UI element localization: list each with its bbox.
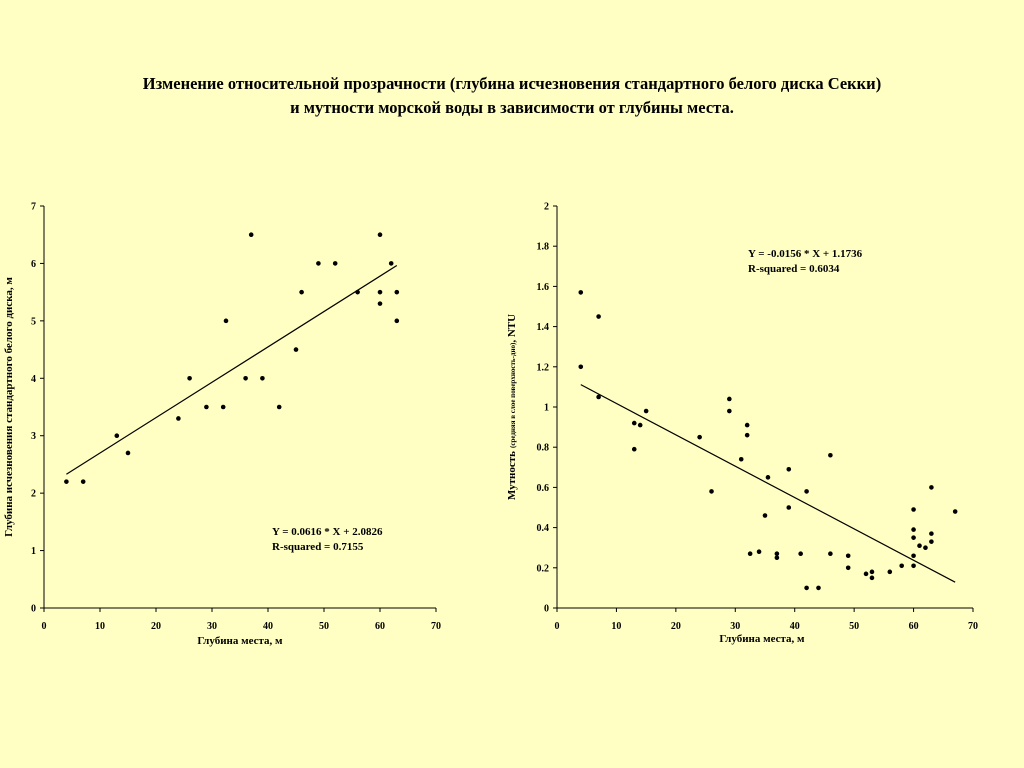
equation-label: Y = -0.0156 * X + 1.1736: [748, 248, 863, 260]
data-point: [911, 527, 916, 532]
y-tick-label: 6: [31, 258, 36, 270]
data-point: [727, 397, 732, 402]
data-point: [757, 549, 762, 554]
y-axis-label: [506, 314, 518, 500]
data-point: [828, 551, 833, 556]
x-axis-label: Глубина места, м: [719, 633, 805, 645]
data-point: [870, 570, 875, 575]
x-tick-label: 50: [849, 621, 860, 632]
y-tick-label: 1.2: [536, 362, 549, 374]
y-tick-label: 1.8: [536, 241, 549, 253]
data-point: [917, 543, 922, 548]
data-point: [864, 572, 869, 577]
y-tick-label: 1.4: [536, 322, 549, 334]
data-point: [763, 513, 768, 518]
y-tick-label: 3: [31, 431, 36, 443]
y-tick-label: 0.4: [536, 523, 549, 535]
data-point: [697, 435, 702, 440]
data-point: [798, 551, 803, 556]
data-point: [745, 423, 750, 428]
x-tick-label: 70: [431, 621, 441, 632]
data-point: [766, 475, 771, 480]
data-point: [745, 433, 750, 438]
data-point: [775, 555, 780, 560]
data-point: [846, 566, 851, 571]
x-tick-label: 60: [908, 621, 919, 632]
x-axis-label: Глубина места, м: [197, 635, 283, 647]
y-axis-label: Глубина исчезновения стандартного белого диска, м: [3, 277, 15, 537]
x-tick-labels: [555, 608, 979, 632]
data-point: [748, 551, 753, 556]
y-tick-labels: [537, 202, 558, 615]
y-axis-label-unit: , NTU: [506, 313, 518, 343]
x-tick-label: 40: [789, 621, 800, 632]
y-tick-label: 5: [31, 316, 36, 328]
data-point: [804, 586, 809, 591]
equation-label: Y = 0.0616 * X + 2.0826: [272, 526, 383, 538]
data-point: [632, 447, 637, 452]
data-point: [899, 563, 904, 568]
x-tick-label: 20: [151, 621, 161, 632]
data-point: [888, 570, 893, 575]
data-point: [911, 553, 916, 558]
x-tick-label: 60: [375, 621, 385, 632]
data-point: [911, 507, 916, 512]
y-axis-label-small: (средняя в слое поверхность-дно): [509, 342, 517, 448]
y-tick-label: 4: [31, 373, 36, 385]
data-point: [846, 553, 851, 558]
data-point: [923, 545, 928, 550]
y-tick-label: 1.6: [536, 281, 549, 293]
x-tick-label: 20: [670, 621, 681, 632]
y-tick-label: 7: [31, 201, 36, 213]
data-points: [578, 290, 957, 590]
x-tick-label: 10: [95, 621, 105, 632]
data-point: [775, 551, 780, 556]
x-tick-label: 50: [319, 621, 329, 632]
y-tick-label: 0.2: [536, 563, 549, 575]
data-point: [911, 535, 916, 540]
y-tick-label: 0.6: [536, 482, 549, 494]
r-squared-label: R-squared = 0.7155: [272, 541, 364, 553]
y-tick-label: 1: [31, 546, 36, 558]
x-tick-label: 70: [968, 621, 978, 632]
r-squared-label: R-squared = 0.6034: [748, 263, 840, 275]
data-point: [727, 409, 732, 414]
data-point: [709, 489, 714, 494]
x-tick-label: 30: [207, 621, 217, 632]
data-point: [870, 576, 875, 581]
data-point: [578, 290, 583, 295]
data-point: [596, 314, 601, 319]
data-point: [786, 505, 791, 510]
x-tick-label: 40: [263, 621, 273, 632]
y-tick-label: 2: [31, 488, 36, 500]
x-tick-label: 0: [554, 621, 560, 632]
data-point: [739, 457, 744, 462]
data-point: [644, 409, 649, 414]
y-tick-label: 2: [544, 201, 549, 213]
data-point: [929, 531, 934, 536]
data-point: [578, 365, 583, 370]
y-tick-label: 0: [31, 603, 36, 615]
data-point: [953, 509, 958, 514]
y-tick-label: 0.8: [536, 442, 549, 454]
y-tick-label: 0: [544, 603, 549, 615]
data-point: [638, 423, 643, 428]
y-tick-label: 1: [544, 402, 549, 414]
data-point: [911, 563, 916, 568]
data-point: [929, 485, 934, 490]
title-line-2: и мутности морской воды в зависимости от глубины места.: [290, 98, 734, 117]
regression-line: [581, 385, 955, 583]
x-tick-label: 0: [41, 621, 47, 632]
data-point: [929, 539, 934, 544]
data-point: [816, 586, 821, 591]
x-tick-label: 10: [611, 621, 622, 632]
data-point: [828, 453, 833, 458]
x-tick-label: 30: [730, 621, 741, 632]
data-point: [786, 467, 791, 472]
data-point: [632, 421, 637, 426]
data-point: [804, 489, 809, 494]
y-axis-label-main: Мутность: [506, 450, 518, 501]
title-line-1: Изменение относительной прозрачности (глубина исчезновения стандартного белого диска Секки): [142, 74, 882, 93]
